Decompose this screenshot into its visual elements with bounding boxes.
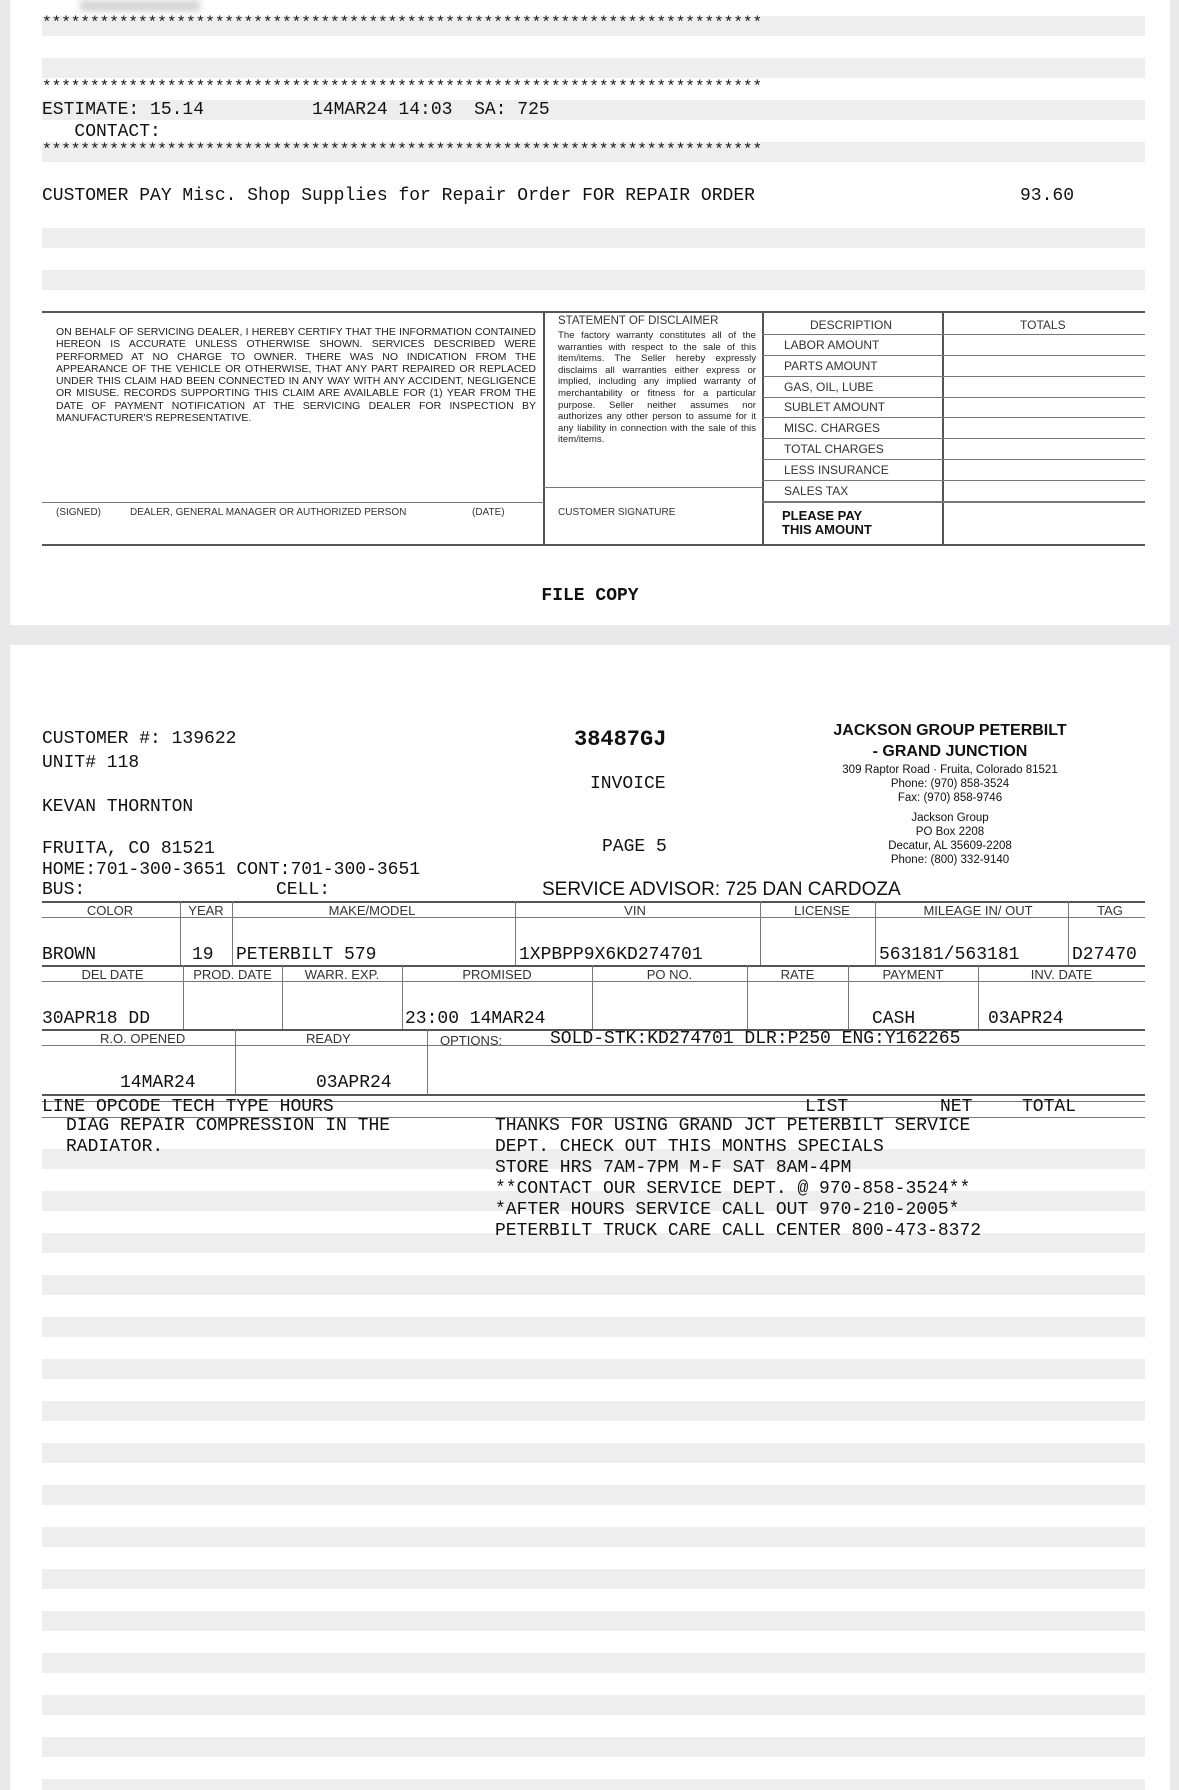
vehicle-header: YEAR [188, 903, 224, 918]
date-header: PO NO. [646, 967, 693, 982]
totals-header-description: DESCRIPTION [810, 318, 893, 332]
file-copy-page [10, 0, 1170, 625]
vehicle-header: MAKE/MODEL [328, 903, 416, 918]
totals-row-label: PARTS AMOUNT [784, 358, 878, 373]
line-description-2: RADIATOR. [66, 1137, 164, 1157]
totals-row-rule [762, 438, 1145, 439]
vehicle-value: 19 [192, 945, 214, 965]
ready-value: 03APR24 [316, 1073, 392, 1093]
greenbar-stripe [42, 1695, 1145, 1715]
vehicle-column-rule [875, 901, 876, 965]
date-column-rule [282, 965, 283, 1029]
dealer-fax: Fax: (970) 858-9746 [897, 792, 1003, 804]
vehicle-column-rule [1068, 901, 1069, 965]
customer-signature-label: CUSTOMER SIGNATURE [558, 507, 676, 518]
net-header: NET [940, 1097, 973, 1117]
date-header: PROD. DATE [193, 967, 272, 982]
totals-row-label: SUBLET AMOUNT [784, 400, 886, 415]
vehicle-column-rule [232, 901, 233, 965]
vehicle-value: 1XPBPP9X6KD274701 [519, 945, 703, 965]
dealer-note-line: PETERBILT TRUCK CARE CALL CENTER 800-473-8372 [495, 1221, 982, 1241]
totals-header-totals: TOTALS [1020, 318, 1066, 332]
invoice-label: INVOICE [590, 774, 666, 794]
date-column-rule [402, 965, 403, 1029]
date-header: PAYMENT [882, 967, 944, 982]
date-value: 30APR18 DD [42, 1009, 151, 1029]
dealer-name-line-1: JACKSON GROUP PETERBILT [833, 722, 1067, 739]
totals-row-rule [762, 355, 1145, 356]
unit-number: UNIT# 118 [42, 753, 140, 773]
ro-opened-value: 14MAR24 [120, 1073, 196, 1093]
vehicle-header: VIN [624, 903, 646, 918]
customer-number: CUSTOMER #: 139622 [42, 729, 237, 749]
charge-line: CUSTOMER PAY Misc. Shop Supplies for Repair Order FOR REPAIR ORDER [42, 186, 755, 206]
greenbar-stripe [42, 1443, 1145, 1463]
greenbar-stripe [42, 1653, 1145, 1673]
totals-row-label: LESS INSURANCE [784, 462, 889, 477]
line-description-1: DIAG REPAIR COMPRESSION IN THE [66, 1116, 391, 1136]
please-pay-label [782, 509, 872, 537]
vehicle-value: BROWN [42, 945, 97, 965]
group-city: Decatur, AL 35609-2208 [888, 840, 1012, 852]
charge-amount: 93.60 [1020, 186, 1075, 206]
customer-city: FRUITA, CO 81521 [42, 839, 215, 859]
list-header: LIST [805, 1097, 849, 1117]
dealer-address: 309 Raptor Road · Fruita, Colorado 81521 [842, 764, 1058, 776]
customer-name: KEVAN THORNTON [42, 797, 194, 817]
date-header: PROMISED [462, 967, 532, 982]
dealer-note-line: DEPT. CHECK OUT THIS MONTHS SPECIALS [495, 1137, 884, 1157]
totals-row-rule [762, 417, 1145, 418]
date-header: RATE [780, 967, 815, 982]
vehicle-header: COLOR [86, 903, 134, 918]
dealer-note-line: STORE HRS 7AM-7PM M-F SAT 8AM-4PM [495, 1158, 852, 1178]
totals-row-rule [762, 459, 1145, 460]
greenbar-stripe [42, 1779, 1145, 1790]
greenbar-stripe [42, 1401, 1145, 1421]
signed-label: (SIGNED) [56, 507, 101, 518]
totals-row-label: GAS, OIL, LUBE [784, 379, 874, 394]
disclaimer-title: STATEMENT OF DISCLAIMER [558, 315, 719, 327]
vehicle-value: 563181/563181 [879, 945, 1020, 965]
dealer-signature-label: DEALER, GENERAL MANAGER OR AUTHORIZED PERSON [130, 507, 407, 518]
redacted-header [80, 0, 200, 12]
group-name: Jackson Group [911, 812, 989, 824]
cell-phone: CELL: [276, 880, 331, 900]
greenbar-stripe [42, 1569, 1145, 1589]
ready-header: READY [306, 1031, 351, 1046]
dealer-phone: Phone: (970) 858-3524 [890, 778, 1010, 790]
vehicle-header: TAG [1097, 903, 1123, 918]
greenbar-stripe [42, 1611, 1145, 1631]
ro-opened-header: R.O. OPENED [100, 1031, 186, 1046]
greenbar-stripe [42, 1359, 1145, 1379]
dealer-address-block [750, 721, 1150, 867]
date-column-rule [848, 965, 849, 1029]
invoice-number: 38487GJ [574, 727, 667, 752]
date-header: DEL DATE [81, 967, 144, 982]
stars-divider: *************************************************************************** [42, 14, 763, 32]
customer-phones: HOME:701-300-3651 CONT:701-300-3651 [42, 860, 421, 880]
date-header: INV. DATE [1030, 967, 1093, 982]
dealer-note-line: THANKS FOR USING GRAND JCT PETERBILT SERVICE [495, 1116, 971, 1136]
dealer-note-line: **CONTACT OUR SERVICE DEPT. @ 970-858-3524** [495, 1179, 971, 1199]
vehicle-header: LICENSE [794, 903, 850, 918]
file-copy-label: FILE COPY [541, 586, 639, 606]
totals-row-label: TOTAL CHARGES [784, 442, 884, 456]
date-column-rule [183, 965, 184, 1029]
date-column-rule [747, 965, 748, 1029]
date-label: (DATE) [472, 507, 505, 518]
service-advisor: SERVICE ADVISOR: 725 DAN CARDOZA [542, 879, 901, 900]
group-po-box: PO Box 2208 [915, 826, 985, 838]
vehicle-column-rule [180, 901, 181, 965]
disclaimer-text: The factory warranty constitutes all of the warranties with respect to the sale of this item/items. The Seller hereby expressly disclaims all warranties either express or implied, including any implied warranty of merchantability or fitness for a particular purpose. Seller neither assumes nor authorizes any other person to assume for it any liability in connection with the sale of this item/items. [558, 330, 756, 446]
vehicle-column-rule [515, 901, 516, 965]
totals-row-rule [762, 397, 1145, 398]
group-phone: Phone: (800) 332-9140 [890, 854, 1010, 866]
dealer-note-line: *AFTER HOURS SERVICE CALL OUT 970-210-2005* [495, 1200, 960, 1220]
totals-row-label: LABOR AMOUNT [784, 338, 880, 352]
date-value: 23:00 14MAR24 [405, 1009, 546, 1029]
invoice-page [10, 645, 1170, 1790]
totals-row-rule [762, 480, 1145, 481]
date-value: CASH [872, 1009, 916, 1029]
greenbar-stripe [42, 1317, 1145, 1337]
stars-divider: *************************************************************************** [42, 78, 763, 96]
totals-row-rule [762, 501, 1145, 502]
vehicle-header: MILEAGE IN/ OUT [923, 903, 1033, 918]
greenbar-stripe [42, 1527, 1145, 1547]
vehicle-value: PETERBILT 579 [236, 945, 377, 965]
date-column-rule [978, 965, 979, 1029]
vehicle-column-rule [760, 901, 761, 965]
line-header: LINE OPCODE TECH TYPE HOURS [42, 1097, 334, 1117]
please-pay-line: PLEASE PAY [782, 508, 863, 523]
bus-phone: BUS: [42, 880, 86, 900]
totals-row-label: MISC. CHARGES [784, 421, 881, 436]
greenbar-stripe [42, 1485, 1145, 1505]
totals-row-label: SALES TAX [784, 483, 849, 498]
greenbar-stripe [42, 1737, 1145, 1757]
options-value: SOLD-STK:KD274701 DLR:P250 ENG:Y162265 [550, 1029, 961, 1049]
certification-text: ON BEHALF OF SERVICING DEALER, I HEREBY CERTIFY THAT THE INFORMATION CONTAINED HEREON IS ACCURATE UNLESS OTHERWISE SHOWN. SERVICES DESCRIBED WERE PERFORMED AT NO CHARGE TO OWNER. THERE WAS NO INDICATION FROM THE APPEARANCE OF THE VEHICLE OR OTHERWISE, THAT ANY PART REPAIRED OR REPLACED UNDER THIS CLAIM HAD BEEN CONNECTED IN ANY WAY WITH ANY ACCIDENT, NEGLIGENCE OR MISUSE. RECORDS SUPPORTING THIS CLAIM ARE AVAILABLE FOR (1) YEAR FROM THE DATE OF PAYMENT NOTIFICATION AT THE SERVICING DEALER FOR INSPECTION BY MANUFACTURER'S REPRESENTATIVE. [56, 326, 536, 425]
date-column-rule [592, 965, 593, 1029]
contact-line: CONTACT: [42, 122, 161, 142]
totals-row-rule [762, 376, 1145, 377]
greenbar-stripe [42, 1275, 1145, 1295]
dealer-name-line-2: - GRAND JUNCTION [872, 743, 1028, 760]
estimate-line: ESTIMATE: 15.14 14MAR24 14:03 SA: 725 [42, 100, 550, 120]
vehicle-value: D27470 [1072, 945, 1137, 965]
stars-divider: *************************************************************************** [42, 141, 763, 159]
date-value: 03APR24 [988, 1009, 1064, 1029]
total-header: TOTAL [1022, 1097, 1077, 1117]
this-amount-line: THIS AMOUNT [782, 522, 872, 537]
date-header: WARR. EXP. [304, 967, 380, 982]
page-number: PAGE 5 [602, 837, 667, 857]
options-header: OPTIONS: [440, 1033, 503, 1048]
